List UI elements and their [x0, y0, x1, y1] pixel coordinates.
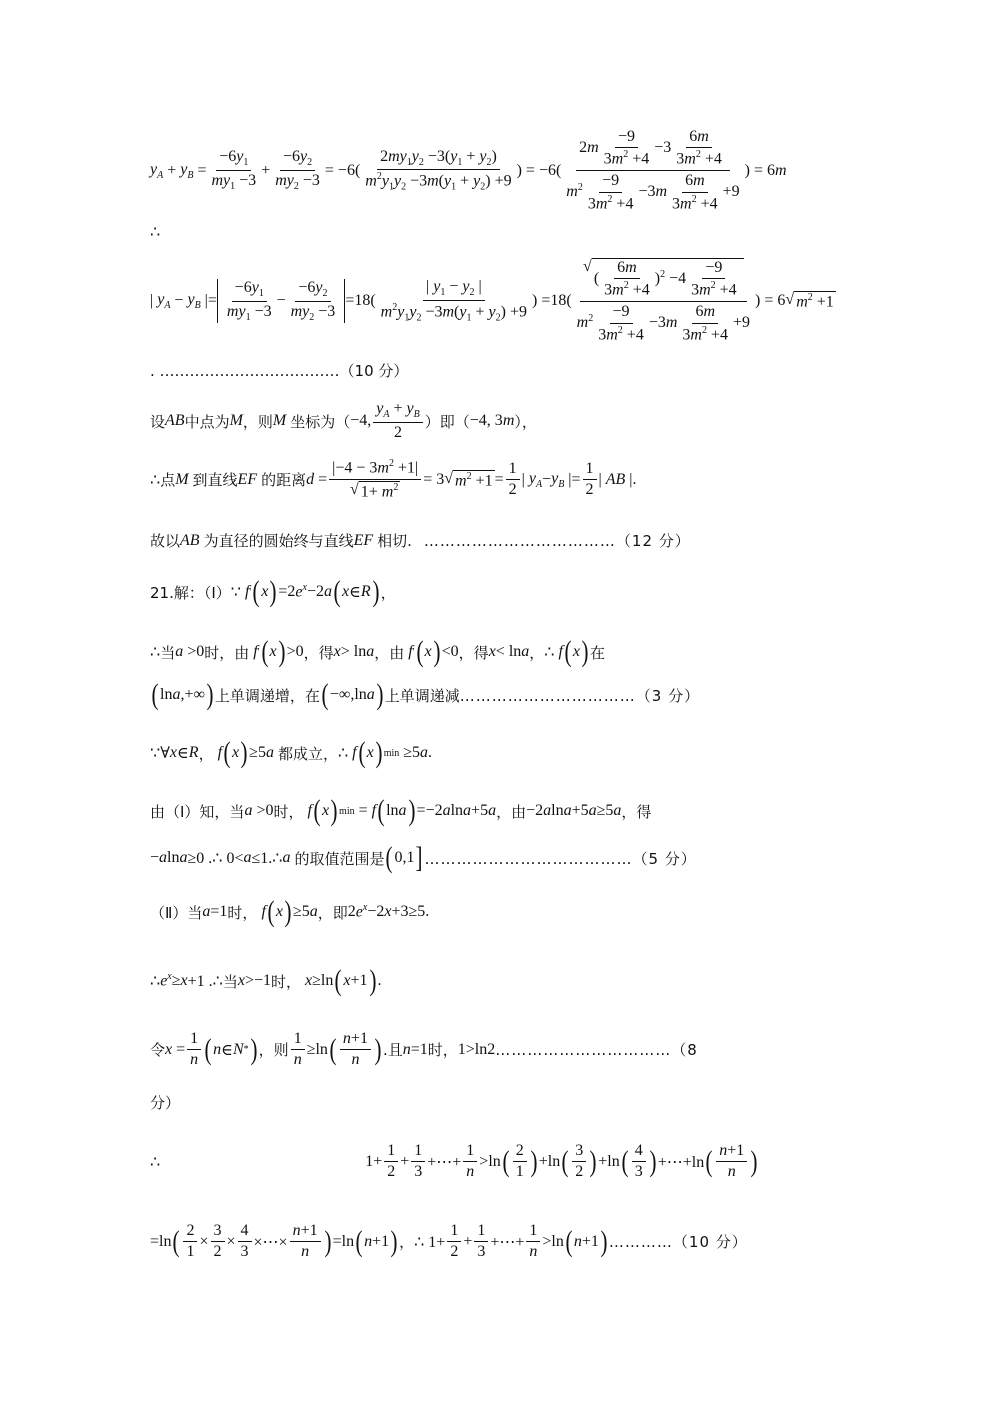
midpoint-line: 设 AB 中点为 M ，则 M 坐标为（ −4, $\frac{y_A + y_B}{2}$ ）即（ −4, 3 m ）， — [150, 400, 537, 441]
exp-inequality: ∴ $e^x$ ≥ x +1 .∴ 当 x >−1 时， x ≥ln ( x +1 ) . — [150, 964, 382, 997]
monotonic-intervals: ( ln a ,+∞ ) 上单调递增，在 ( −∞,ln a ) 上单调递减 ……………………………（3 分） — [151, 678, 701, 711]
score-8-continued — [150, 1092, 180, 1113]
part-two-header: （Ⅱ）当 a =1 时， f ( x ) ≥5 a ，即 2 $e^x$ −2 x +3≥5. — [150, 895, 430, 928]
substitution-line: 令 x = $\frac{1}{n}$ ( n ∈ N * ) ，则 $\frac{1}{n}$ ≥ln ( $\frac{n+1}{n}$ ) .且 n =1 时， 1>ln2 ……………………………（8 — [150, 1030, 698, 1069]
score-text: 分） — [150, 1094, 181, 1112]
score-5: …………………………………（5 分） — [424, 849, 697, 868]
range-of-a: − a ln a ≥0 .∴ 0< a ≤1.∴ a 的取值范围是 ( 0,1 ] …………………………………（5 分） — [150, 841, 697, 874]
q21-header: 21.解：（Ⅰ） ∵ f ' ( x ) =2 $e^x$ −2 a ( x ∈ R ) ， — [150, 575, 396, 608]
tangent-conclusion: 故以 AB 为直径的圆始终与直线 EF 相切. ………………………………（12 分） — [150, 531, 691, 550]
sum-inequality: ∴ 1+ $\frac{1}{2}$ + $\frac{1}{3}$ +⋯+ $\frac{1}{n}$ >ln ( $\frac{2}{1}$ ) +ln ( $\frac{3}{2}$ ) +ln ( $\frac{4}{3}$ ) +⋯+ln ( $\frac{n+1}{n}$ ) — [150, 1142, 758, 1181]
score-10-first — [150, 360, 408, 381]
equation-sum-ya-yb: $y_A$ + $y_B$ = $\frac{-6y_1}{my_1 -3}$ + $\frac{-6y_2}{my_2 -3}$ = −6( $\frac{2my_1y_2 -3(y_1 + y_2)}{m^2y_1y_2 -3m(y_1 + y_2) +9}$ ) = −6( 2m $\frac{-9}{3m^2 +4}$ −3 $\frac{6m}{3m^2 +4}$ $m^2$ $\frac{-9}{3m^2 +4}$ −3m $\frac{6m}{3m^2 +4}$ +9 ) = 6 m — [150, 128, 787, 212]
score-12: ………………………………（12 分） — [423, 532, 691, 550]
score-10-final: …………（10 分） — [608, 1233, 748, 1252]
monotonic-condition: ∴ 当 a >0 时，由 f ' ( x ) >0 ，得 x > ln a ，由 f ' ( x ) <0 ，得 x < ln a ， ∴ f ( x ) 在 — [150, 635, 606, 668]
score-text: . ………………………………（10 分） — [150, 362, 409, 380]
minimum-derivation: 由（Ⅰ）知，当 a >0 时， f ( x ) min = f ( ln a ) =−2 a ln a +5 a ，由 −2 a ln a +5 a ≥5 a ，得 — [150, 794, 652, 827]
final-conclusion: =ln ( $\frac{2}{1}$ × $\frac{3}{2}$ × $\frac{4}{3}$ ×⋯× $\frac{n+1}{n}$ ) =ln ( n +1 ) ， ∴ 1+ $\frac{1}{2}$ + $\frac{1}{3}$ +⋯+ $\frac{1}{n}$ >ln ( n +1 ) …………（10 分） — [150, 1222, 748, 1261]
therefore-symbol — [150, 222, 160, 242]
score-8: ……………………………（8 — [495, 1041, 698, 1060]
score-3: ……………………………（3 分） — [459, 686, 701, 705]
therefore-text: ∴ — [150, 224, 161, 241]
equation-diff-ya-yb: | $y_A$ − $y_B$ |= $\frac{-6y_1}{my_1 -3}$ − $\frac{-6y_2}{my_2 -3}$ =18( $\frac{| y_1 - y_2 |}{m^2y_1y_2 -3m(y_1 + y_2) +9}$ ) =18( √ ( $\frac{6m}{3m^2 +4}$ )$^2$ −4 $\frac{-9}{3m^2 +4}$ $m^2$ $\frac{-9}{3m^2 +4}$ −3m $\frac{6m}{3m^2 +4}$ +9 ) = 6 √ $m^2 +1$ — [150, 258, 834, 343]
distance-line: ∴ 点 M 到直线 EF 的距离 d = $|-4 - 3m^2 +1|$ √ $1+ m^2$ = 3 √ $m^2 +1$ = $\frac{1}{2}$ | $y_A$ − $y_B$ |= $\frac{1}{2}$ | AB |. — [150, 458, 637, 501]
forall-condition: ∵ ∀ x ∈ R ， f ( x ) ≥5 a 都成立， ∴ f ( x ) min ≥5 a . — [150, 736, 433, 769]
